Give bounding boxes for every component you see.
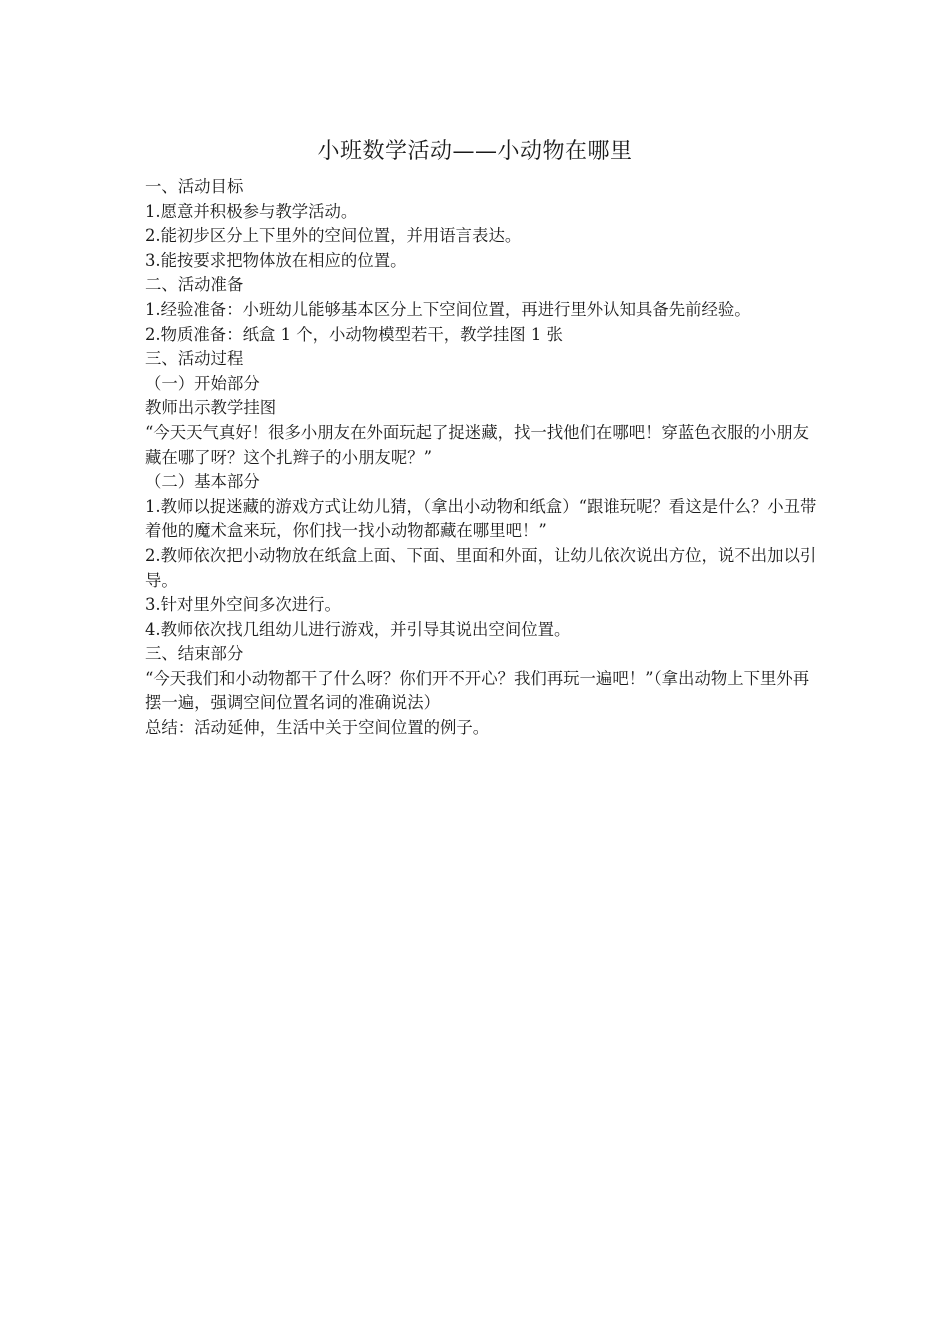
section-heading-process: 三、活动过程 (145, 349, 244, 369)
document-body (145, 175, 825, 741)
preparation-item-1: 1.经验准备：小班幼儿能够基本区分上下空间位置，再进行里外认知具备先前经验。 (145, 299, 751, 319)
goal-item-3: 3.能按要求把物体放在相应的位置。 (145, 250, 407, 270)
goal-item-1: 1.愿意并积极参与教学活动。 (145, 201, 358, 221)
paragraph: 教师出示教学挂图 (145, 398, 277, 418)
process-item-4: 4.教师依次找几组幼儿进行游戏，并引导其说出空间位置。 (145, 619, 571, 639)
subsection-heading-start: （一）开始部分 (145, 373, 260, 393)
section-heading-ending: 三、结束部分 (145, 644, 244, 664)
section-heading-preparation: 二、活动准备 (145, 275, 244, 295)
subsection-heading-basic: （二）基本部分 (145, 472, 260, 492)
document-title: 小班数学活动——小动物在哪里 (317, 139, 633, 164)
process-item-1: 1.教师以捉迷藏的游戏方式让幼儿猜，（拿出小动物和纸盒）“跟谁玩呢？看这是什么？小丑带着他的魔术盒来玩，你们找一找小动物都藏在哪里吧！” (145, 496, 817, 541)
process-item-3: 3.针对里外空间多次进行。 (145, 595, 341, 615)
goal-item-2: 2.能初步区分上下里外的空间位置，并用语言表达。 (145, 226, 522, 246)
section-heading-goals: 一、活动目标 (145, 177, 244, 196)
paragraph: “今天天气真好！很多小朋友在外面玩起了捉迷藏，找一找他们在哪吧！穿蓝色衣服的小朋友藏在哪了呀？这个扎辫子的小朋友呢？” (145, 422, 810, 467)
preparation-item-2: 2.物质准备：纸盒 1 个，小动物模型若干，教学挂图 1 张 (145, 324, 563, 344)
process-item-2: 2.教师依次把小动物放在纸盒上面、下面、里面和外面，让幼儿依次说出方位，说不出加以引导。 (145, 545, 817, 590)
summary: 总结：活动延伸，生活中关于空间位置的例子。 (145, 718, 490, 738)
paragraph: “今天我们和小动物都干了什么呀？你们开不开心？我们再玩一遍吧！”（拿出动物上下里外再摆一遍，强调空间位置名词的准确说法） (145, 668, 810, 713)
